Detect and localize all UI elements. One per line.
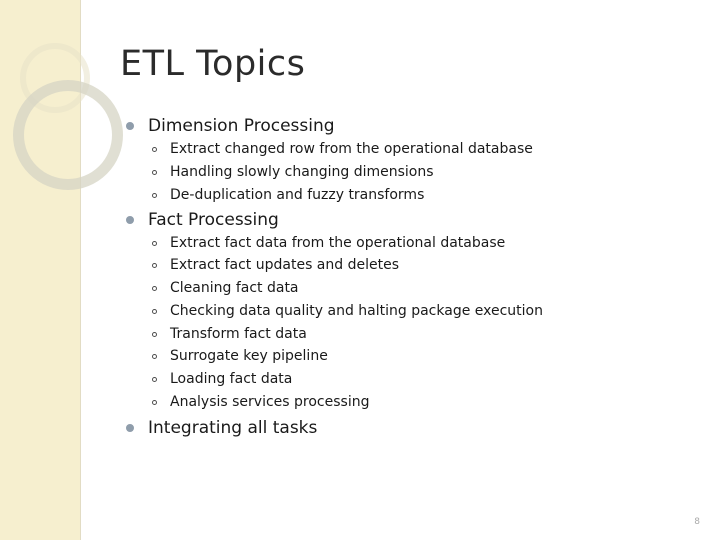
topic-label: Integrating all tasks (148, 418, 318, 438)
sub-bullet-icon (152, 170, 157, 175)
list-item (152, 235, 505, 251)
list-item (152, 141, 533, 157)
list-item-label: Checking data quality and halting package execution (170, 303, 543, 319)
list-item-label: De-duplication and fuzzy transforms (170, 187, 425, 203)
list-item-label: Transform fact data (170, 326, 307, 342)
list-item (152, 371, 292, 387)
topic-label: Dimension Processing (148, 116, 335, 136)
list-item (152, 348, 328, 364)
bullet-dot-icon (126, 216, 134, 224)
slide-title: ETL Topics (120, 44, 306, 84)
list-item (152, 187, 424, 203)
sub-bullet-icon (152, 400, 157, 405)
list-item-label: Surrogate key pipeline (170, 348, 328, 364)
list-item-label: Extract fact updates and deletes (170, 257, 399, 273)
topic-fact-processing (126, 210, 279, 230)
list-item (152, 326, 307, 342)
list-item (152, 303, 543, 319)
list-item (152, 280, 299, 296)
list-item-label: Analysis services processing (170, 394, 370, 410)
list-item (152, 164, 434, 180)
list-item (152, 257, 399, 273)
sub-bullet-icon (152, 332, 157, 337)
list-item-label: Extract changed row from the operational database (170, 141, 533, 157)
sub-bullet-icon (152, 354, 157, 359)
list-item-label: Extract fact data from the operational database (170, 235, 506, 251)
sub-bullet-icon (152, 377, 157, 382)
bullet-dot-icon (126, 122, 134, 130)
list-item (152, 394, 369, 410)
sub-bullet-icon (152, 193, 157, 198)
sub-bullet-icon (152, 147, 157, 152)
topic-dimension-processing (126, 116, 335, 136)
bullet-dot-icon (126, 424, 134, 432)
sub-bullet-icon (152, 241, 157, 246)
topic-label: Fact Processing (148, 210, 279, 230)
sub-bullet-icon (152, 263, 157, 268)
list-item-label: Handling slowly changing dimensions (170, 164, 434, 180)
list-item-label: Loading fact data (170, 371, 293, 387)
topic-integrating-all-tasks (126, 418, 317, 438)
page-number: 8 (694, 517, 700, 527)
decorative-ring-large (13, 80, 123, 190)
sub-bullet-icon (152, 286, 157, 291)
list-item-label: Cleaning fact data (170, 280, 299, 296)
sub-bullet-icon (152, 309, 157, 314)
